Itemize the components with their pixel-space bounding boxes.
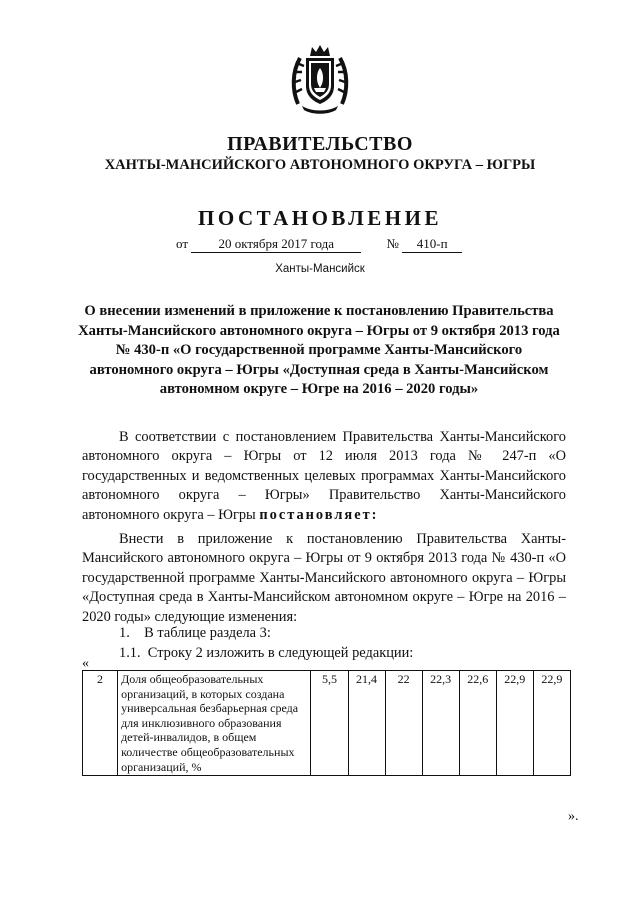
number-prefix: № bbox=[386, 236, 399, 251]
date-number-line bbox=[176, 236, 462, 253]
preamble-text: В соответствии с постановлением Правительства Ханты-Мансийского автономного округа – Югры от 12 июля 2013 года № 247-п «О государственных и ведомственных целевых программах Ханты-Мансийского автономного округа – Югры» Правительство Ханты-Мансийского автономного округа – Югры bbox=[82, 429, 566, 523]
document-title: О внесении изменений в приложение к постановлению Правительства Ханты-Мансийского автономного округа – Югры от 9 октября 2013 года № 430-п «О государственной программе Ханты-Мансийского автономного округа – Югры «Доступная среда в Ханты-Мансийском автономном округе – Югре на 2016 – 2020 годы» bbox=[78, 303, 560, 398]
city-name: Ханты-Мансийск bbox=[275, 263, 365, 275]
close-quote: ». bbox=[568, 809, 579, 824]
value-cell: 22,9 bbox=[533, 671, 570, 776]
paragraph-amendment: Внести в приложение к постановлению Правительства Ханты-Мансийского автономного округа – Югры от 9 октября 2013 года № 430-п «О государственной программе Ханты-Мансийского автономного округа – Югры «Доступная среда в Ханты-Мансийском автономном округе – Югре на 2016 – 2020 годы» следующие изменения: bbox=[82, 531, 566, 625]
value-cell: 21,4 bbox=[348, 671, 385, 776]
value-cell: 22,6 bbox=[459, 671, 496, 776]
value-cell: 22,3 bbox=[422, 671, 459, 776]
document-number: 410-п bbox=[402, 236, 462, 253]
document-date: 20 октября 2017 года bbox=[191, 236, 361, 253]
value-cell: 22,9 bbox=[496, 671, 533, 776]
paragraph-preamble bbox=[82, 428, 566, 525]
government-title: ПРАВИТЕЛЬСТВО bbox=[227, 133, 413, 155]
open-quote: « bbox=[82, 656, 89, 671]
value-cell: 5,5 bbox=[311, 671, 348, 776]
list-item-1-1: 1.1. Строку 2 изложить в следующей редакции: bbox=[119, 645, 414, 661]
table-row bbox=[83, 671, 571, 776]
indicator-description-cell: Доля общеобразовательных организаций, в которых создана универсальная безбарьерная среда для инклюзивного образования детей-инвалидов, в общем количестве общеобразовательных организаций, % bbox=[118, 671, 311, 776]
indicator-table bbox=[82, 670, 571, 776]
date-prefix: от bbox=[176, 236, 189, 251]
list-item-1: 1. В таблице раздела 3: bbox=[119, 625, 271, 641]
row-number-cell: 2 bbox=[83, 671, 118, 776]
resolves-word: постановляет: bbox=[259, 506, 379, 523]
value-cell: 22 bbox=[385, 671, 422, 776]
coat-of-arms-emblem bbox=[290, 42, 350, 116]
document-type: ПОСТАНОВЛЕНИЕ bbox=[198, 206, 442, 230]
region-title: ХАНТЫ-МАНСИЙСКОГО АВТОНОМНОГО ОКРУГА – ЮГРЫ bbox=[104, 157, 536, 173]
